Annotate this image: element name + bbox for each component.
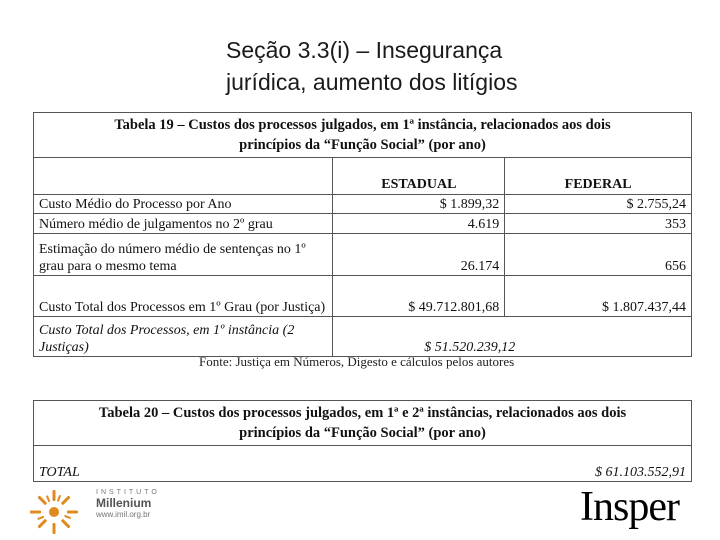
row-label: Custo Médio do Processo por Ano [34,195,333,214]
row-label: Estimação do número médio de sentenças no 1º grau para o mesmo tema [34,234,333,276]
column-header-federal: FEDERAL [505,158,692,195]
table-19-source: Fonte: Justiça em Números, Digesto e cálculos pelos autores [199,354,515,369]
value-federal: 656 [505,234,692,276]
table-20-caption-line-1: Tabela 20 – Custos dos processos julgados, em 1ª e 2ª instâncias, relacionados aos dois [98,405,627,421]
institute-name: Millenium [96,496,152,510]
table-20-total-value: $ 61.103.552,91 [254,446,691,482]
table-row [34,214,692,234]
table-19-header-empty [34,158,333,195]
value-federal: $ 1.807.437,44 [505,276,692,317]
total-label: Custo Total dos Processos, em 1º instância (2 Justiças) [34,317,333,357]
value-estadual: 4.619 [333,214,505,234]
table-19-caption-line-2: princípios da “Função Social” (por ano) [239,137,486,153]
instituto-millenium-logo [24,486,184,534]
table-20-caption [34,401,692,446]
table-row [34,276,692,317]
slide-title [226,34,696,98]
institute-small-label: INSTITUTO [96,489,160,496]
column-header-estadual: ESTADUAL [333,158,505,195]
insper-logo: Insper [580,484,679,530]
table-20-total-label: TOTAL [34,446,255,482]
row-label: Custo Total dos Processos em 1º Grau (por Justiça) [34,276,333,317]
row-label: Número médio de julgamentos no 2º grau [34,214,333,234]
table-19-caption-line-1: Tabela 19 – Custos dos processos julgados, em 1ª instância, relacionados aos dois [114,117,611,133]
table-total-row [34,317,692,357]
total-value: $ 51.520.239,12 [333,317,692,357]
slide-title-line-1: Seção 3.3(i) – Insegurança [226,37,503,63]
table-20 [33,400,692,482]
table-19 [33,112,692,357]
value-estadual: $ 49.712.801,68 [333,276,505,317]
value-estadual: $ 1.899,32 [333,195,505,214]
table-19-caption [34,113,692,158]
sun-rays-icon [24,486,84,538]
value-estadual: 26.174 [333,234,505,276]
value-federal: 353 [505,214,692,234]
slide-title-line-2: jurídica, aumento dos litígios [226,69,518,95]
institute-url: www.imil.org.br [96,510,151,519]
table-row [34,234,692,276]
value-federal: $ 2.755,24 [505,195,692,214]
table-20-caption-line-2: princípios da “Função Social” (por ano) [239,425,486,441]
table-row [34,195,692,214]
